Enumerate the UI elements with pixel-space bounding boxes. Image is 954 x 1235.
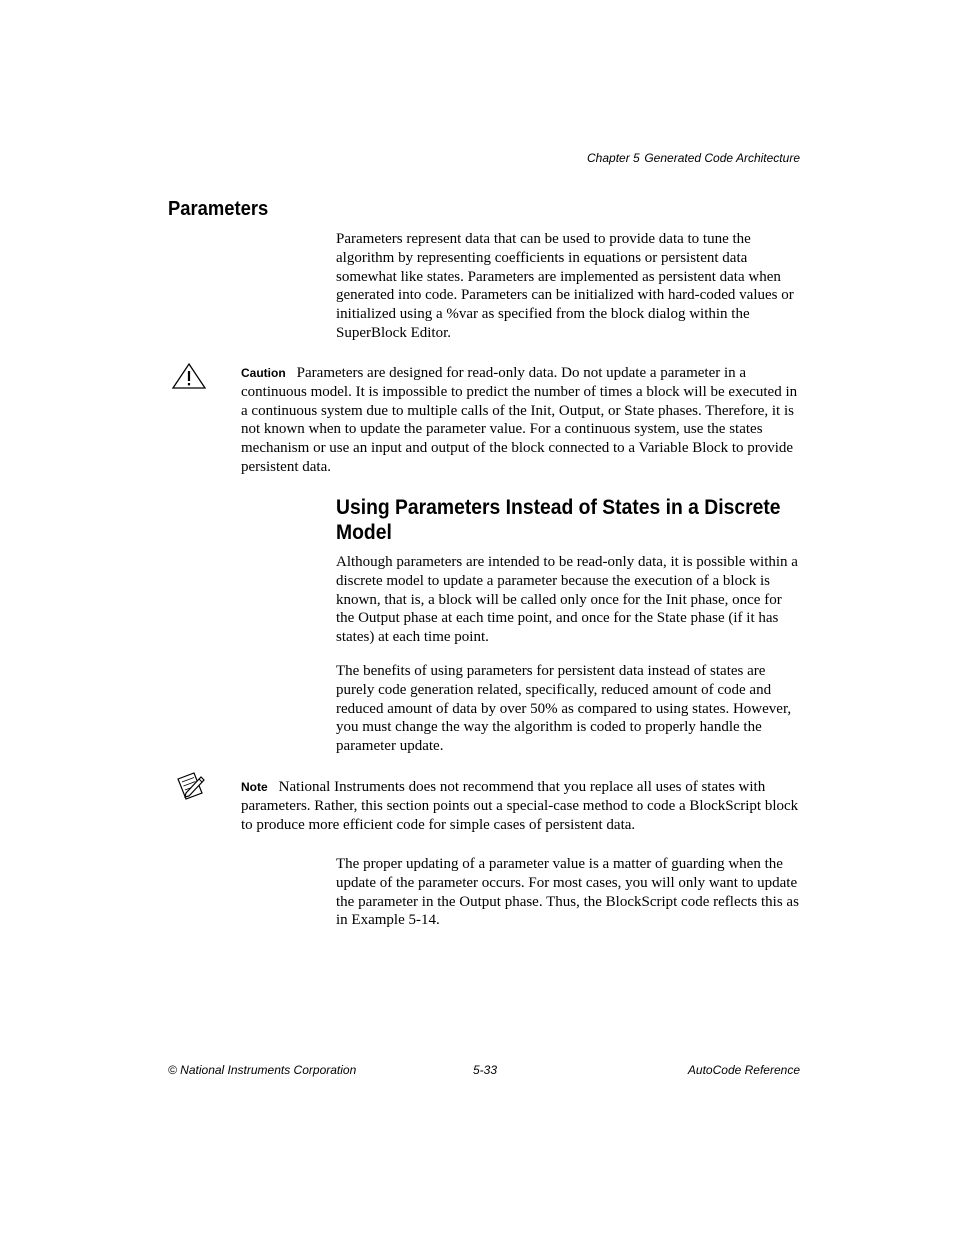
note-pencil-icon xyxy=(174,771,210,801)
footer-page-number: 5-33 xyxy=(473,1063,498,1077)
subsection-paragraph-1: Although parameters are intended to be read-only data, it is possible within a discrete model to update a parameter because the execution of a block is known, that is, a block will be called only once for the Init phase, once for the Output phase at each time point, and once for the State phase (if it has states) at each time point. xyxy=(336,554,798,646)
subsection-title: Using Parameters Instead of States in a Discrete Model xyxy=(336,496,781,544)
caution-label: Caution xyxy=(241,366,286,380)
warning-triangle-icon xyxy=(171,362,207,392)
subsection-paragraph-2: The benefits of using parameters for persistent data instead of states are purely code generation related, specifically, reduced amount of code and reduced amount of data by over 50% as compared to using states. However, you must change the way the algorithm is coded to properly handle the parameter update. xyxy=(336,663,792,755)
footer-manual-title: AutoCode Reference xyxy=(687,1063,800,1077)
note-callout xyxy=(241,778,801,834)
section-title: Parameters xyxy=(168,198,269,220)
footer-copyright: © National Instruments Corporation xyxy=(168,1063,357,1077)
caution-text: Parameters are designed for read-only data. Do not update a parameter in a continuous model. It is impossible to predict the number of times a block will be executed in a continuous system due to multiple calls of the Init, Output, or State phases. Therefore, it is not known when to update the parameter value. For a continuous system, use the states mechanism or use an input and output of the block connected to a Variable Block to provide persistent data. xyxy=(241,365,798,475)
note-text: National Instruments does not recommend that you replace all uses of states with parameters. Rather, this section points out a special-case method to code a BlockScript block to produce more efficient code for simple cases of persistent data. xyxy=(241,779,799,833)
note-label: Note xyxy=(241,780,268,794)
subsection-paragraph-3: The proper updating of a parameter value is a matter of guarding when the update of the parameter occurs. For most cases, you will only want to update the parameter in the Output phase. Thus, the BlockScript code reflects this as in Example 5-14. xyxy=(336,856,799,929)
header-title: Generated Code Architecture xyxy=(644,151,800,165)
intro-paragraph: Parameters represent data that can be used to provide data to tune the algorithm by representing coefficients in equations or persistent data somewhat like states. Parameters are implemented as persistent data when generated into code. Parameters can be initialized with hard-coded values or initialized using a %var as specified from the block dialog within the SuperBlock Editor. xyxy=(336,231,794,341)
caution-callout xyxy=(241,364,801,477)
header-chapter: Chapter 5 xyxy=(587,151,640,165)
